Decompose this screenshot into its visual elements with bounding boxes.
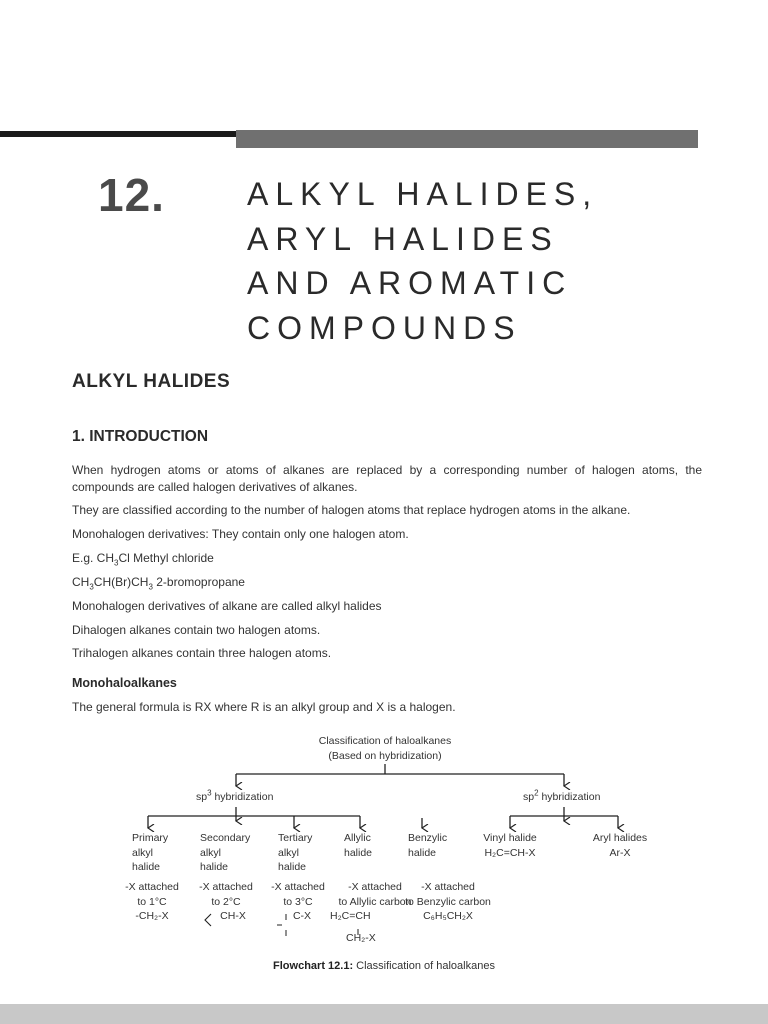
sp3-hybridization-node: $sp^3$ hybridization (196, 788, 274, 803)
header-rule-black (0, 131, 236, 137)
tertiary-formula: C-X (292, 910, 312, 922)
secondary-formula: CH-X (220, 910, 246, 922)
classification-flowchart (120, 728, 650, 948)
paragraph-definition: When hydrogen atoms or atoms of alkanes are replaced by a corresponding number of halogen atoms, the compounds are called halogen derivatives of alkanes. (72, 463, 702, 494)
secondary-attachment: -X attached to 2°C CH-X (194, 880, 258, 924)
flowchart-caption: Flowchart 12.1: Classification of haloalkanes (273, 960, 495, 972)
chapter-title-line: COMPOUNDS (247, 309, 522, 346)
secondary-alkyl-halide-node: Secondary alkyl halide (200, 832, 251, 873)
benzylic-halide-node: Benzylic halide (408, 832, 448, 859)
subsection-heading: 1. INTRODUCTION (72, 428, 209, 445)
paragraph-alkyl-halides: Monohalogen derivatives of alkane are called alkyl halides (72, 599, 382, 613)
general-formula-text: The general formula is RX where R is an alkyl group and X is a halogen. (72, 700, 456, 714)
paragraph-trihalogen: Trihalogen alkanes contain three halogen atoms. (72, 646, 332, 660)
section-heading: ALKYL HALIDES (72, 371, 231, 392)
footer-bar (0, 1004, 768, 1024)
aryl-halides-node: Aryl halides Ar-X (592, 832, 648, 859)
chapter-title-line: AND AROMATIC (247, 265, 573, 301)
chapter-title-line: ARYL HALIDES (247, 220, 559, 257)
allylic-attachment: -X attached to Allylic carbon (338, 881, 412, 908)
allylic-halide-node: Allylic halide (344, 832, 373, 859)
monohaloalkanes-heading: Monohaloalkanes (72, 676, 177, 690)
paragraph-monohalogen: Monohalogen derivatives: They contain only one halogen atom. (72, 527, 409, 541)
primary-formula: -CH₂-X (135, 910, 169, 922)
header-rule-gray (236, 130, 698, 148)
paragraph-example-methyl-chloride: E.g. $CH_3Cl$ Methyl chloride (72, 551, 214, 568)
benzylic-formula: C₆H₅CH₂X (423, 910, 473, 922)
tertiary-attachment: -X attached to 3°C C-X (266, 880, 330, 924)
chapter-title (247, 172, 598, 350)
allylic-formula-bottom: CH₂-X (346, 932, 376, 944)
paragraph-classification: They are classified according to the number of halogen atoms that replace hydrogen atoms in the alkane. (72, 503, 631, 517)
benzylic-attachment: -X attached to Benzylic carbon C₆H₅CH₂X (400, 880, 496, 924)
vinyl-halide-node: Vinyl halide H₂C=CH-X (483, 832, 537, 859)
primary-alkyl-halide-node: Primary alkyl halide (132, 832, 169, 873)
paragraph-example-bromopropane: $CH_3CH(Br)CH_3$ 2-bromopropane (72, 575, 245, 592)
flowchart-root: Classification of haloalkanes (Based on hybridization) (318, 735, 452, 762)
tertiary-alkyl-halide-node: Tertiary alkyl halide (278, 832, 313, 873)
sp2-hybridization-node: $sp^2$ hybridization (523, 788, 601, 803)
paragraph-dihalogen: Dihalogen alkanes contain two halogen atoms. (72, 623, 321, 637)
chapter-number: 12. (98, 169, 165, 221)
allylic-formula-top: H₂C=CH (330, 910, 371, 922)
chapter-title-line: ALKYL HALIDES, (247, 176, 599, 212)
primary-attachment: -X attached to 1°C -CH₂-X (122, 880, 182, 924)
